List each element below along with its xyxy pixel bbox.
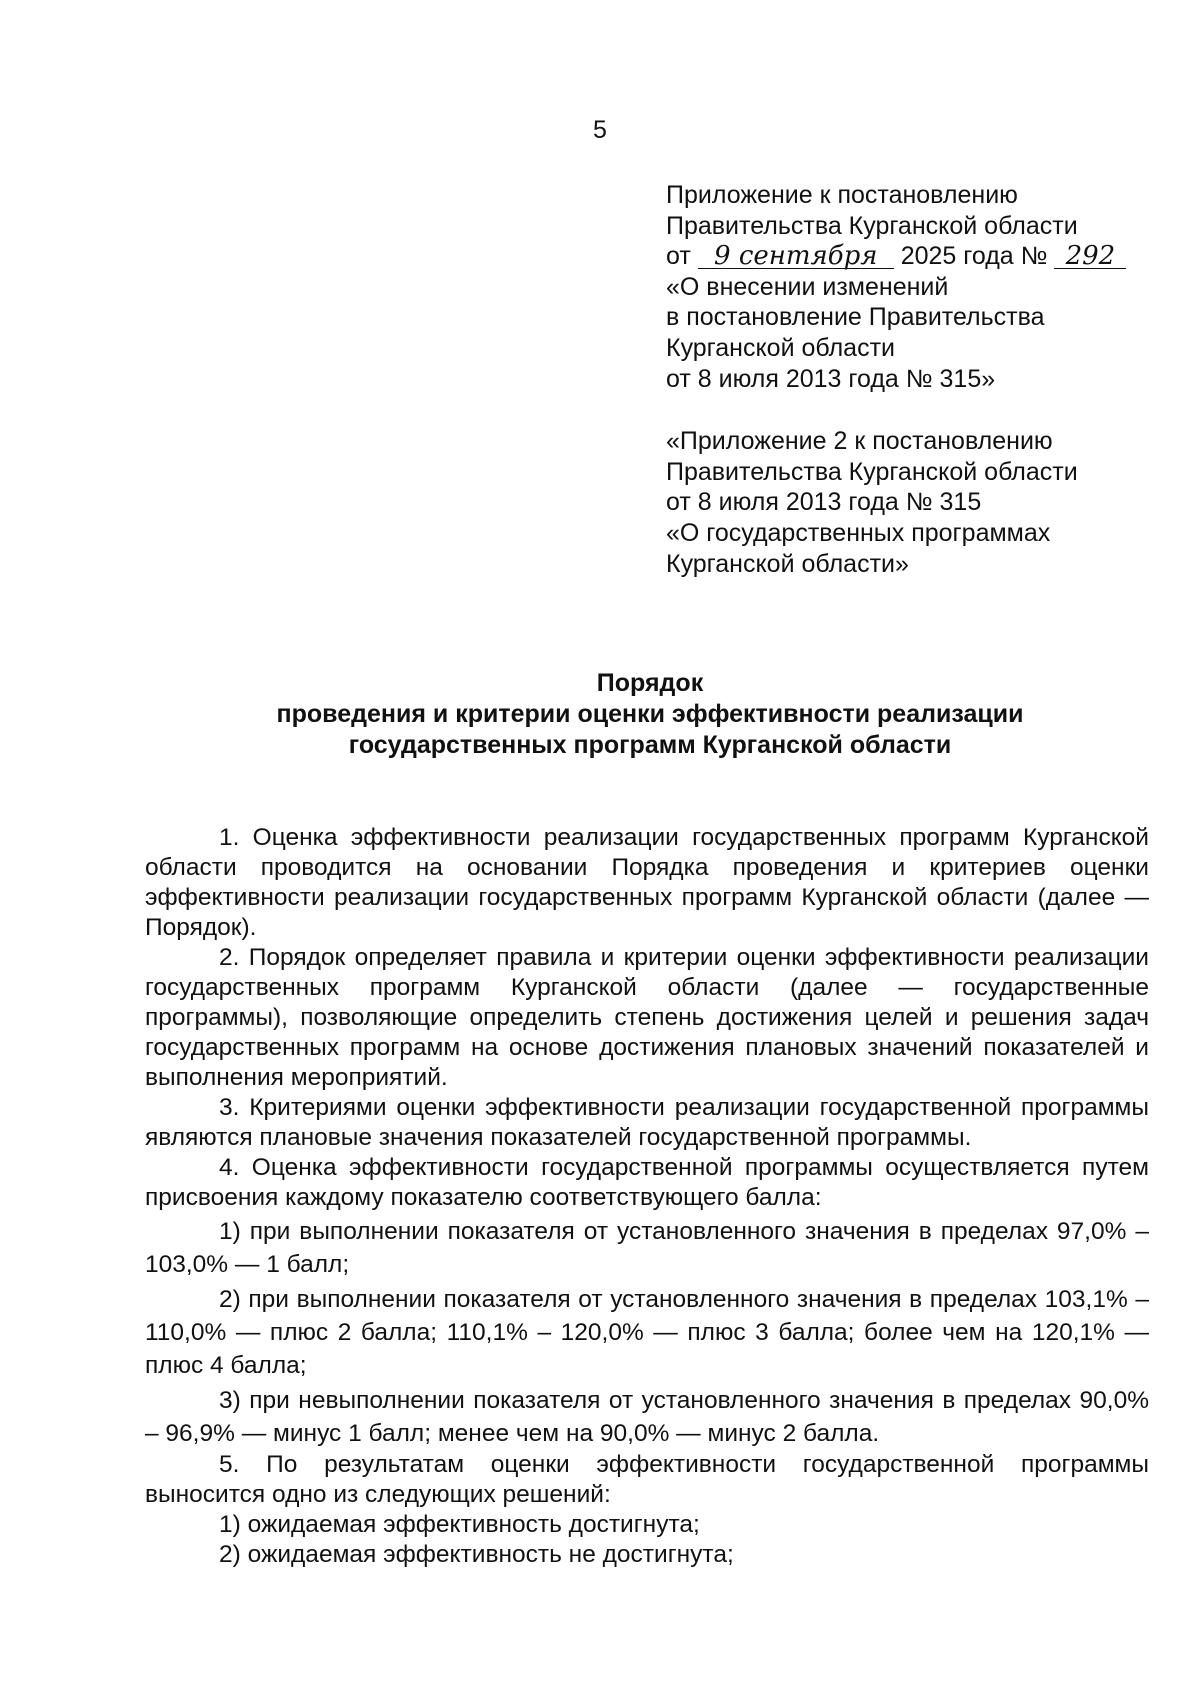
paragraph-4: 4. Оценка эффективности государственной программы осуществляется путем присвоения каждому показателю соответствующего балла: bbox=[145, 1154, 1149, 1211]
title-line-2: проведения и критерии оценки эффективности реализации bbox=[276, 700, 1024, 728]
paragraph-5: 5. По результатам оценки эффективности государственной программы выносится одно из следующих решений: bbox=[145, 1451, 1149, 1508]
header-line-11: «О государственных программах bbox=[666, 518, 1051, 547]
paragraph-4-item-1: 1) при выполнении показателя от установленного значения в пределах 97,0% – 103,0% — 1 балл; bbox=[145, 1218, 1149, 1278]
header-year-label: 2025 года № bbox=[893, 242, 1055, 271]
handwritten-date: 9 сентября bbox=[698, 244, 894, 269]
document-body bbox=[145, 823, 1149, 1570]
header-line-7: от 8 июля 2013 года № 315» bbox=[666, 364, 996, 393]
header-line-10: от 8 июля 2013 года № 315 bbox=[666, 488, 982, 517]
header-line-1: Приложение к постановлению bbox=[666, 181, 1018, 209]
title-line-3: государственных программ Курганской области bbox=[348, 731, 952, 759]
header-line-8: «Приложение 2 к постановлению bbox=[666, 427, 1053, 456]
title-line-1: Порядок bbox=[596, 669, 704, 697]
header-spacer bbox=[666, 394, 1146, 426]
page-number: 5 bbox=[593, 116, 607, 144]
header-line-2: Правительства Курганской области bbox=[666, 211, 1078, 240]
header-line-4: «О внесении изменений bbox=[666, 272, 949, 301]
header-line-5: в постановление Правительства bbox=[666, 303, 1045, 332]
paragraph-4-item-2: 2) при выполнении показателя от установленного значения в пределах 103,1% – 110,0% — плюс 2 балла; 110,1% – 120,0% — плюс 3 балла; более чем на 120,1% — плюс 4 балла; bbox=[145, 1286, 1149, 1379]
header-line-6: Курганской области bbox=[666, 333, 896, 362]
header-line-12: Курганской области» bbox=[666, 549, 909, 578]
header-line-9: Правительства Курганской области bbox=[666, 457, 1078, 486]
document-title bbox=[130, 668, 1170, 761]
header-date-prefix: от bbox=[666, 242, 698, 271]
handwritten-number: 292 bbox=[1054, 244, 1126, 269]
paragraph-1: 1. Оценка эффективности реализации государственных программ Курганской области проводится на основании Порядка проведения и критериев оценки эффективности реализации государственных программ Курганской области (далее — Порядок). bbox=[145, 824, 1149, 941]
paragraph-4-item-3: 3) при невыполнении показателя от установленного значения в пределах 90,0% – 96,9% — минус 1 балл; менее чем на 90,0% — минус 2 балла. bbox=[145, 1387, 1149, 1447]
appendix-header bbox=[666, 180, 1146, 579]
paragraph-5-item-2: 2) ожидаемая эффективность не достигнута; bbox=[219, 1541, 734, 1568]
header-line-3 bbox=[666, 241, 1146, 272]
paragraph-2: 2. Порядок определяет правила и критерии оценки эффективности реализации государственных программ Курганской области (далее — государственные программы), позволяющие определить степень достижения целей и решения задач государственных программ на основе достижения плановых значений показателей и выполнения мероприятий. bbox=[145, 944, 1149, 1091]
paragraph-3: 3. Критериями оценки эффективности реализации государственной программы являются плановые значения показателей государственной программы. bbox=[145, 1094, 1149, 1151]
paragraph-5-item-1: 1) ожидаемая эффективность достигнута; bbox=[219, 1511, 700, 1538]
